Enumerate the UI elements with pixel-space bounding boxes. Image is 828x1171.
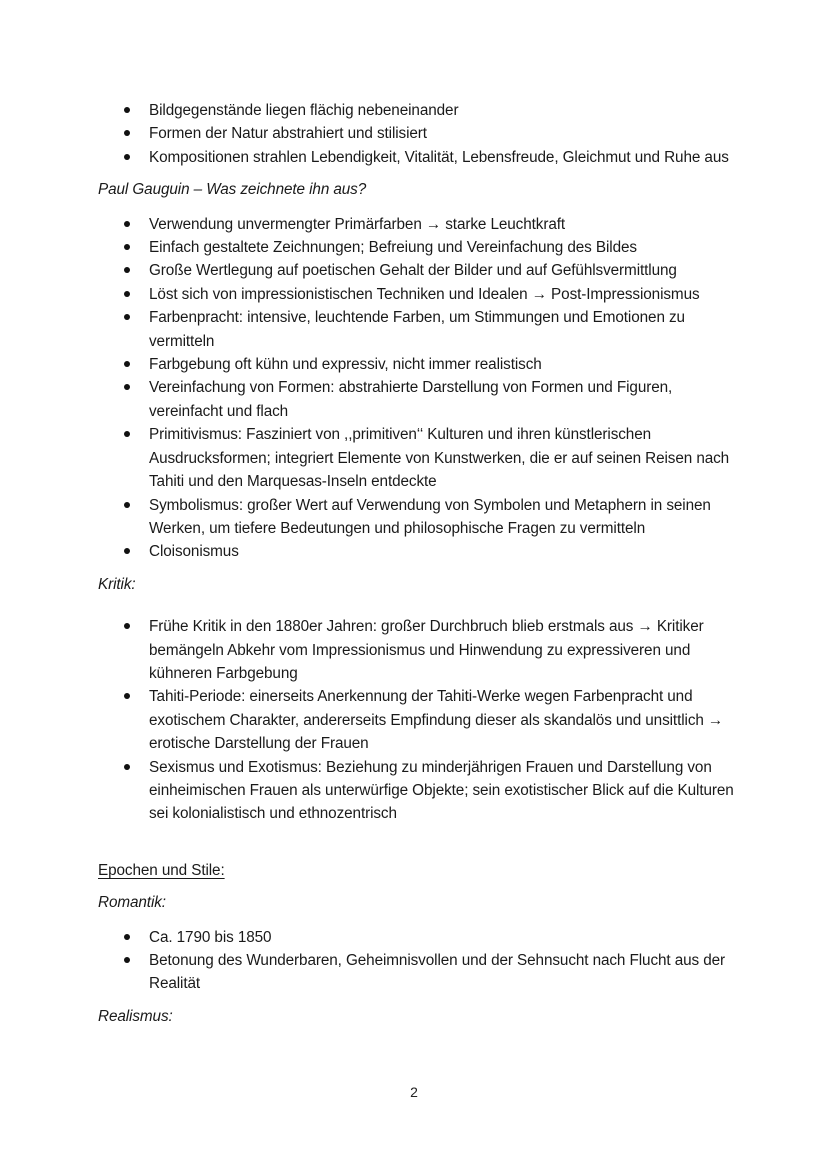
bullet-icon <box>124 431 130 437</box>
kritik-heading: Kritik: <box>98 575 136 593</box>
list-item-text: Primitivismus: Fasziniert von ,,primitiven‘‘ Kulturen und ihren künstlerischen Ausdrucksformen; integriert Elemente von Kunstwerken, die er auf seinen Reisen nach Tahiti und den Marquesas-Inseln entdeckte <box>149 426 730 491</box>
bullet-icon <box>124 291 130 297</box>
bullet-icon <box>124 502 130 508</box>
list-item-text: Große Wertlegung auf poetischen Gehalt der Bilder und auf Gefühlsvermittlung <box>149 262 677 280</box>
intro-bullet-list <box>98 99 738 169</box>
list-item <box>98 236 738 259</box>
list-item <box>98 122 738 145</box>
bullet-icon <box>124 764 130 770</box>
gauguin-bullet-list <box>98 213 738 564</box>
list-item <box>98 423 738 493</box>
list-item <box>98 146 738 169</box>
list-item-text: Ca. 1790 bis 1850 <box>149 928 272 946</box>
list-item-text: Farbenpracht: intensive, leuchtende Farben, um Stimmungen und Emotionen zu vermitteln <box>149 309 685 350</box>
bullet-icon <box>124 244 130 250</box>
list-item-text: Symbolismus: großer Wert auf Verwendung von Symbolen und Metaphern in seinen Werken, um tiefere Bedeutungen und philosophische Fragen zu vermitteln <box>149 496 711 537</box>
list-item-text: Verwendung unvermengter Primärfarben → starke Leuchtkraft <box>149 215 566 233</box>
list-item <box>98 283 738 306</box>
list-item <box>98 376 738 423</box>
list-item-text: Frühe Kritik in den 1880er Jahren: großer Durchbruch blieb erstmals aus → Kritiker bemängeln Abkehr vom Impressionismus und Hinwendung zu expressiveren und kühneren Farbgebung <box>149 618 704 682</box>
kritik-bullet-list <box>98 615 738 826</box>
bullet-icon <box>124 267 130 273</box>
list-item-text: Vereinfachung von Formen: abstrahierte Darstellung von Formen und Figuren, vereinfacht und flach <box>149 379 673 420</box>
list-item-text: Tahiti-Periode: einerseits Anerkennung der Tahiti-Werke wegen Farbenpracht und exotischem Charakter, andererseits Empfindung dieser als skandalös und unsittlich → erotische Darstellung der Frauen <box>149 688 724 753</box>
list-item <box>98 615 738 685</box>
list-item <box>98 949 738 996</box>
list-item-text: Formen der Natur abstrahiert und stilisiert <box>149 125 427 143</box>
list-item-text: Einfach gestaltete Zeichnungen; Befreiung und Vereinfachung des Bildes <box>149 239 637 257</box>
bullet-icon <box>124 934 130 940</box>
page-number: 2 <box>410 1084 418 1100</box>
page-content <box>98 99 738 1028</box>
bullet-icon <box>124 314 130 320</box>
list-item <box>98 353 738 376</box>
list-item <box>98 494 738 541</box>
romantik-bullet-list <box>98 926 738 996</box>
bullet-icon <box>124 107 130 113</box>
list-item-text: Betonung des Wunderbaren, Geheimnisvollen und der Sehnsucht nach Flucht aus der Realität <box>149 952 726 993</box>
list-item-text: Farbgebung oft kühn und expressiv, nicht immer realistisch <box>149 356 542 374</box>
bullet-icon <box>124 361 130 367</box>
list-item-text: Cloisonismus <box>149 543 239 561</box>
list-item-text: Bildgegenstände liegen flächig nebeneinander <box>149 102 459 119</box>
bullet-icon <box>124 221 130 227</box>
bullet-icon <box>124 693 130 699</box>
list-item-text: Löst sich von impressionistischen Techniken und Idealen → Post-Impressionismus <box>149 285 700 303</box>
list-item <box>98 213 738 236</box>
bullet-icon <box>124 154 130 160</box>
realismus-heading: Realismus: <box>98 1007 173 1025</box>
list-item <box>98 926 738 949</box>
list-item <box>98 685 738 755</box>
list-item <box>98 259 738 282</box>
bullet-icon <box>124 957 130 963</box>
list-item <box>98 540 738 563</box>
epochen-heading: Epochen und Stile: <box>98 861 225 879</box>
list-item <box>98 99 738 122</box>
list-item <box>98 306 738 353</box>
list-item-text: Sexismus und Exotismus: Beziehung zu minderjährigen Frauen und Darstellung von einheimischen Frauen als unterwürfige Objekte; sein exotistischer Blick auf die Kulturen sei kolonialistisch und ethnozentrisch <box>149 758 734 823</box>
bullet-icon <box>124 130 130 136</box>
gauguin-heading: Paul Gauguin – Was zeichnete ihn aus? <box>98 181 367 199</box>
bullet-icon <box>124 384 130 390</box>
list-item-text: Kompositionen strahlen Lebendigkeit, Vitalität, Lebensfreude, Gleichmut und Ruhe aus <box>149 148 729 166</box>
list-item <box>98 756 738 826</box>
bullet-icon <box>124 548 130 554</box>
romantik-heading: Romantik: <box>98 894 166 912</box>
bullet-icon <box>124 623 130 629</box>
